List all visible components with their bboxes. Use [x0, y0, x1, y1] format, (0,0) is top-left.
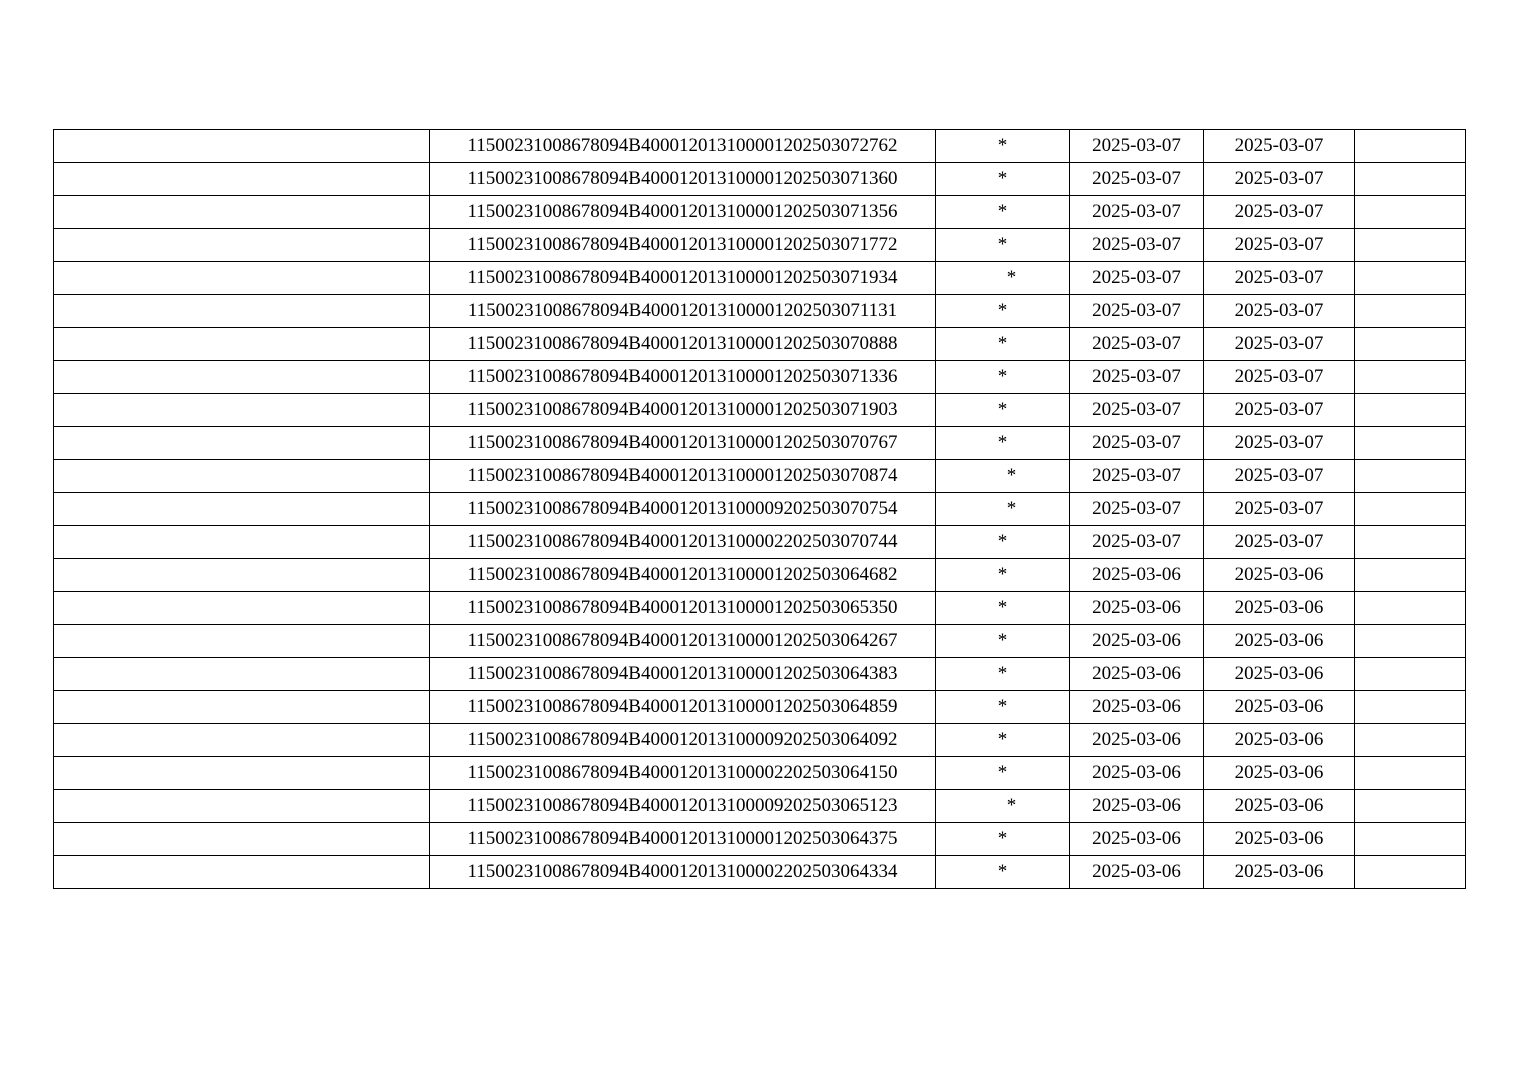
record-code-cell: 11500231008678094B400012013100009202503065123 [430, 790, 936, 823]
end-date-cell: 2025-03-07 [1204, 229, 1355, 262]
empty-cell [54, 196, 430, 229]
empty-cell [1355, 856, 1466, 889]
masked-value-cell: * [936, 493, 1070, 526]
empty-cell [54, 559, 430, 592]
empty-cell [54, 856, 430, 889]
end-date-cell: 2025-03-06 [1204, 724, 1355, 757]
empty-cell [1355, 394, 1466, 427]
start-date-cell: 2025-03-07 [1070, 229, 1204, 262]
masked-value-cell: * [936, 295, 1070, 328]
end-date-cell: 2025-03-06 [1204, 757, 1355, 790]
empty-cell [1355, 427, 1466, 460]
record-code-cell: 11500231008678094B400012013100001202503064383 [430, 658, 936, 691]
empty-cell [54, 823, 430, 856]
record-code-cell: 11500231008678094B400012013100001202503064682 [430, 559, 936, 592]
empty-cell [54, 394, 430, 427]
table-row [54, 757, 1466, 790]
end-date-cell: 2025-03-06 [1204, 625, 1355, 658]
record-code-cell: 11500231008678094B400012013100001202503070888 [430, 328, 936, 361]
empty-cell [54, 262, 430, 295]
end-date-cell: 2025-03-07 [1204, 130, 1355, 163]
table-row [54, 559, 1466, 592]
start-date-cell: 2025-03-06 [1070, 691, 1204, 724]
end-date-cell: 2025-03-07 [1204, 460, 1355, 493]
empty-cell [54, 328, 430, 361]
records-table [53, 129, 1466, 889]
start-date-cell: 2025-03-07 [1070, 328, 1204, 361]
table-row [54, 427, 1466, 460]
end-date-cell: 2025-03-06 [1204, 658, 1355, 691]
empty-cell [1355, 592, 1466, 625]
table-row [54, 790, 1466, 823]
table-row [54, 328, 1466, 361]
start-date-cell: 2025-03-06 [1070, 757, 1204, 790]
empty-cell [1355, 262, 1466, 295]
start-date-cell: 2025-03-06 [1070, 823, 1204, 856]
empty-cell [1355, 724, 1466, 757]
empty-cell [54, 493, 430, 526]
start-date-cell: 2025-03-07 [1070, 295, 1204, 328]
empty-cell [54, 361, 430, 394]
start-date-cell: 2025-03-07 [1070, 460, 1204, 493]
empty-cell [1355, 790, 1466, 823]
record-code-cell: 11500231008678094B400012013100001202503071336 [430, 361, 936, 394]
masked-value-cell: * [936, 460, 1070, 493]
record-code-cell: 11500231008678094B400012013100001202503071772 [430, 229, 936, 262]
table-row [54, 856, 1466, 889]
table-row [54, 460, 1466, 493]
table-row [54, 229, 1466, 262]
empty-cell [54, 163, 430, 196]
empty-cell [54, 592, 430, 625]
start-date-cell: 2025-03-06 [1070, 724, 1204, 757]
masked-value-cell: * [936, 823, 1070, 856]
start-date-cell: 2025-03-06 [1070, 625, 1204, 658]
end-date-cell: 2025-03-07 [1204, 427, 1355, 460]
record-code-cell: 11500231008678094B400012013100001202503070767 [430, 427, 936, 460]
end-date-cell: 2025-03-06 [1204, 691, 1355, 724]
table-row [54, 526, 1466, 559]
empty-cell [54, 295, 430, 328]
empty-cell [1355, 691, 1466, 724]
empty-cell [54, 229, 430, 262]
masked-value-cell: * [936, 526, 1070, 559]
records-table-body [54, 130, 1466, 889]
masked-value-cell: * [936, 757, 1070, 790]
empty-cell [1355, 625, 1466, 658]
start-date-cell: 2025-03-07 [1070, 361, 1204, 394]
end-date-cell: 2025-03-07 [1204, 196, 1355, 229]
masked-value-cell: * [936, 658, 1070, 691]
end-date-cell: 2025-03-07 [1204, 295, 1355, 328]
record-code-cell: 11500231008678094B400012013100001202503064267 [430, 625, 936, 658]
table-row [54, 361, 1466, 394]
table-row [54, 691, 1466, 724]
start-date-cell: 2025-03-07 [1070, 493, 1204, 526]
record-code-cell: 11500231008678094B400012013100001202503071360 [430, 163, 936, 196]
end-date-cell: 2025-03-06 [1204, 559, 1355, 592]
masked-value-cell: * [936, 196, 1070, 229]
empty-cell [54, 790, 430, 823]
masked-value-cell: * [936, 691, 1070, 724]
masked-value-cell: * [936, 724, 1070, 757]
record-code-cell: 11500231008678094B400012013100001202503072762 [430, 130, 936, 163]
record-code-cell: 11500231008678094B400012013100001202503071131 [430, 295, 936, 328]
empty-cell [1355, 559, 1466, 592]
end-date-cell: 2025-03-07 [1204, 526, 1355, 559]
record-code-cell: 11500231008678094B400012013100001202503071356 [430, 196, 936, 229]
start-date-cell: 2025-03-07 [1070, 130, 1204, 163]
empty-cell [54, 658, 430, 691]
empty-cell [54, 526, 430, 559]
empty-cell [54, 130, 430, 163]
empty-cell [1355, 295, 1466, 328]
end-date-cell: 2025-03-07 [1204, 328, 1355, 361]
record-code-cell: 11500231008678094B400012013100001202503071903 [430, 394, 936, 427]
end-date-cell: 2025-03-07 [1204, 493, 1355, 526]
end-date-cell: 2025-03-07 [1204, 262, 1355, 295]
start-date-cell: 2025-03-06 [1070, 790, 1204, 823]
masked-value-cell: * [936, 856, 1070, 889]
table-row [54, 724, 1466, 757]
record-code-cell: 11500231008678094B400012013100001202503064859 [430, 691, 936, 724]
masked-value-cell: * [936, 262, 1070, 295]
empty-cell [1355, 229, 1466, 262]
record-code-cell: 11500231008678094B400012013100009202503070754 [430, 493, 936, 526]
table-row [54, 658, 1466, 691]
table-row [54, 823, 1466, 856]
empty-cell [1355, 460, 1466, 493]
masked-value-cell: * [936, 130, 1070, 163]
masked-value-cell: * [936, 163, 1070, 196]
table-row [54, 130, 1466, 163]
empty-cell [1355, 526, 1466, 559]
start-date-cell: 2025-03-06 [1070, 592, 1204, 625]
masked-value-cell: * [936, 328, 1070, 361]
end-date-cell: 2025-03-07 [1204, 163, 1355, 196]
start-date-cell: 2025-03-06 [1070, 856, 1204, 889]
masked-value-cell: * [936, 361, 1070, 394]
empty-cell [54, 724, 430, 757]
masked-value-cell: * [936, 559, 1070, 592]
end-date-cell: 2025-03-06 [1204, 790, 1355, 823]
empty-cell [1355, 130, 1466, 163]
table-row [54, 262, 1466, 295]
record-code-cell: 11500231008678094B400012013100001202503070874 [430, 460, 936, 493]
record-code-cell: 11500231008678094B400012013100001202503064375 [430, 823, 936, 856]
empty-cell [54, 427, 430, 460]
masked-value-cell: * [936, 427, 1070, 460]
masked-value-cell: * [936, 394, 1070, 427]
end-date-cell: 2025-03-06 [1204, 592, 1355, 625]
empty-cell [1355, 757, 1466, 790]
table-row [54, 493, 1466, 526]
start-date-cell: 2025-03-07 [1070, 196, 1204, 229]
empty-cell [1355, 493, 1466, 526]
start-date-cell: 2025-03-06 [1070, 559, 1204, 592]
masked-value-cell: * [936, 790, 1070, 823]
table-row [54, 196, 1466, 229]
table-row [54, 592, 1466, 625]
masked-value-cell: * [936, 592, 1070, 625]
table-row [54, 394, 1466, 427]
table-row [54, 625, 1466, 658]
empty-cell [1355, 823, 1466, 856]
start-date-cell: 2025-03-07 [1070, 526, 1204, 559]
table-row [54, 295, 1466, 328]
empty-cell [1355, 328, 1466, 361]
start-date-cell: 2025-03-07 [1070, 163, 1204, 196]
record-code-cell: 11500231008678094B400012013100001202503071934 [430, 262, 936, 295]
masked-value-cell: * [936, 229, 1070, 262]
empty-cell [1355, 658, 1466, 691]
masked-value-cell: * [936, 625, 1070, 658]
start-date-cell: 2025-03-07 [1070, 262, 1204, 295]
empty-cell [54, 757, 430, 790]
empty-cell [1355, 361, 1466, 394]
record-code-cell: 11500231008678094B400012013100002202503064150 [430, 757, 936, 790]
table-row [54, 163, 1466, 196]
end-date-cell: 2025-03-06 [1204, 823, 1355, 856]
end-date-cell: 2025-03-07 [1204, 361, 1355, 394]
record-code-cell: 11500231008678094B400012013100009202503064092 [430, 724, 936, 757]
empty-cell [54, 691, 430, 724]
start-date-cell: 2025-03-07 [1070, 427, 1204, 460]
empty-cell [1355, 163, 1466, 196]
end-date-cell: 2025-03-06 [1204, 856, 1355, 889]
empty-cell [54, 625, 430, 658]
record-code-cell: 11500231008678094B400012013100002202503064334 [430, 856, 936, 889]
start-date-cell: 2025-03-07 [1070, 394, 1204, 427]
record-code-cell: 11500231008678094B400012013100002202503070744 [430, 526, 936, 559]
start-date-cell: 2025-03-06 [1070, 658, 1204, 691]
record-code-cell: 11500231008678094B400012013100001202503065350 [430, 592, 936, 625]
empty-cell [1355, 196, 1466, 229]
empty-cell [54, 460, 430, 493]
end-date-cell: 2025-03-07 [1204, 394, 1355, 427]
